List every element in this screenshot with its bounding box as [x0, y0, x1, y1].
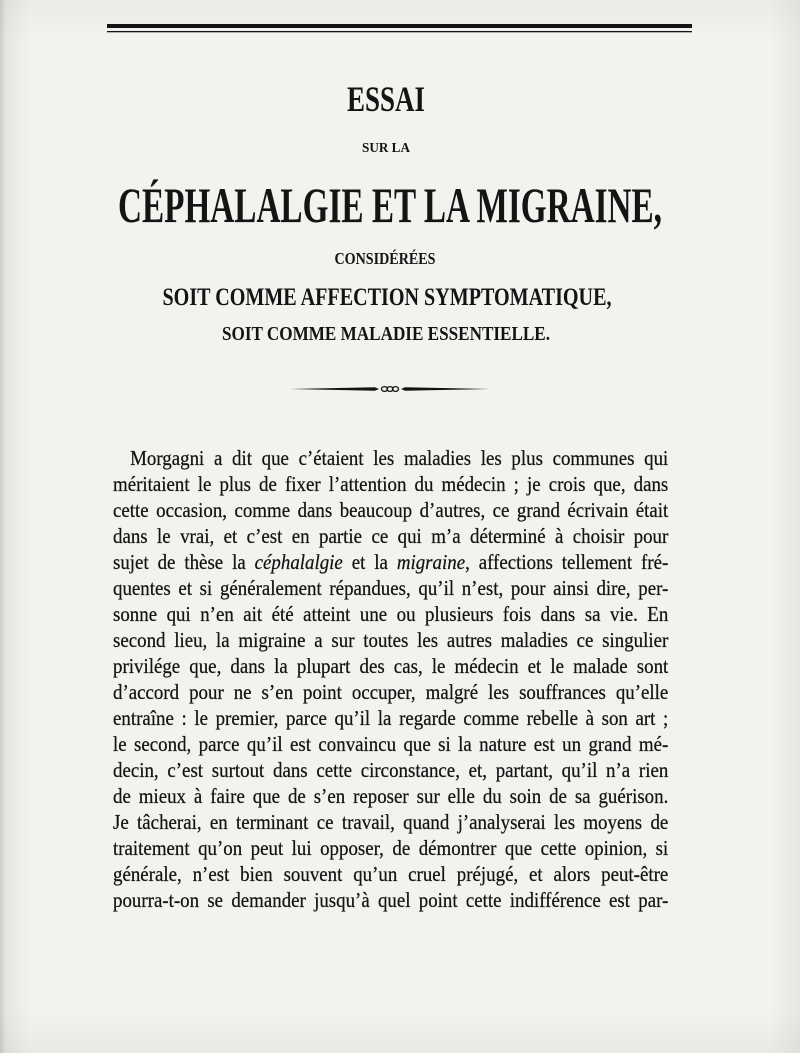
- body-line: entraîne : le premier, parce qu’il la regarde comme rebelle à son art ;: [113, 706, 669, 730]
- italic-term-migraine: migraine: [396, 550, 466, 574]
- italic-term-cephalalgie: céphalalgie: [254, 550, 343, 574]
- body-line: sonne qui n’en ait été atteint une ou plusieurs fois dans sa vie. En: [113, 602, 669, 626]
- title-main: CÉPHALALGIE ET LA MIGRAINE,: [118, 177, 662, 233]
- body-text-run: sujet de thèse la: [113, 550, 255, 574]
- body-line: second lieu, la migraine a sur toutes les autres maladies ce singulier: [113, 628, 669, 652]
- body-line: d’accord pour ne s’en point occuper, malgré les souffrances qu’elle: [113, 680, 669, 704]
- fleuron-ornament-icon: [290, 387, 490, 392]
- title-block: [0, 0, 800, 420]
- body-line: Morgagni a dit que c’étaient les maladies les plus communes qui: [130, 446, 669, 470]
- body-line: pourra-t-on se demander jusqu’à quel point cette indifférence est par-: [113, 888, 669, 912]
- subtitle-affection-symptomatique: SOIT COMME AFFECTION SYMPTOMATIQUE,: [162, 284, 612, 311]
- body-line: générale, n’est bien souvent qu’un cruel préjugé, et alors peut-être: [113, 862, 669, 886]
- body-line: privilége que, dans la plupart des cas, le médecin et le malade sont: [113, 654, 669, 678]
- double-rule-icon: [107, 24, 692, 32]
- body-line: decin, c’est surtout dans cette circonstance, et, partant, qu’il n’a rien: [113, 758, 669, 782]
- body-text-run: et la: [342, 550, 397, 574]
- title-sur-la: SUR LA: [362, 141, 411, 156]
- body-line: cette occasion, comme dans beaucoup d’autres, ce grand écrivain était: [113, 498, 669, 522]
- body-line: traitement qu’on peut lui opposer, de démontrer que cette opinion, si: [113, 836, 669, 860]
- title-essai: ESSAI: [347, 79, 425, 119]
- body-line: Je tâcherai, en terminant ce travail, quand j’analyserai les moyens de: [113, 810, 669, 834]
- body-line: le second, parce qu’il est convaincu que si la nature est un grand mé-: [113, 732, 669, 756]
- title-considerees: CONSIDÉRÉES: [334, 249, 436, 268]
- body-line: dans le vrai, et c’est en partie ce qui m’a déterminé à choisir pour: [113, 524, 669, 548]
- subtitle-maladie-essentielle: SOIT COMME MALADIE ESSENTIELLE.: [222, 323, 550, 345]
- body-line: [113, 549, 668, 575]
- body-line: quentes et si généralement répandues, qu’il n’est, pour ainsi dire, per-: [113, 576, 669, 600]
- body-line: de mieux à faire que de s’en reposer sur elle du soin de sa guérison.: [113, 784, 669, 808]
- body-line: méritaient le plus de fixer l’attention du médecin ; je crois que, dans: [113, 472, 669, 496]
- body-paragraph: [113, 445, 668, 913]
- body-text-run: , affections tellement fré-: [465, 550, 669, 574]
